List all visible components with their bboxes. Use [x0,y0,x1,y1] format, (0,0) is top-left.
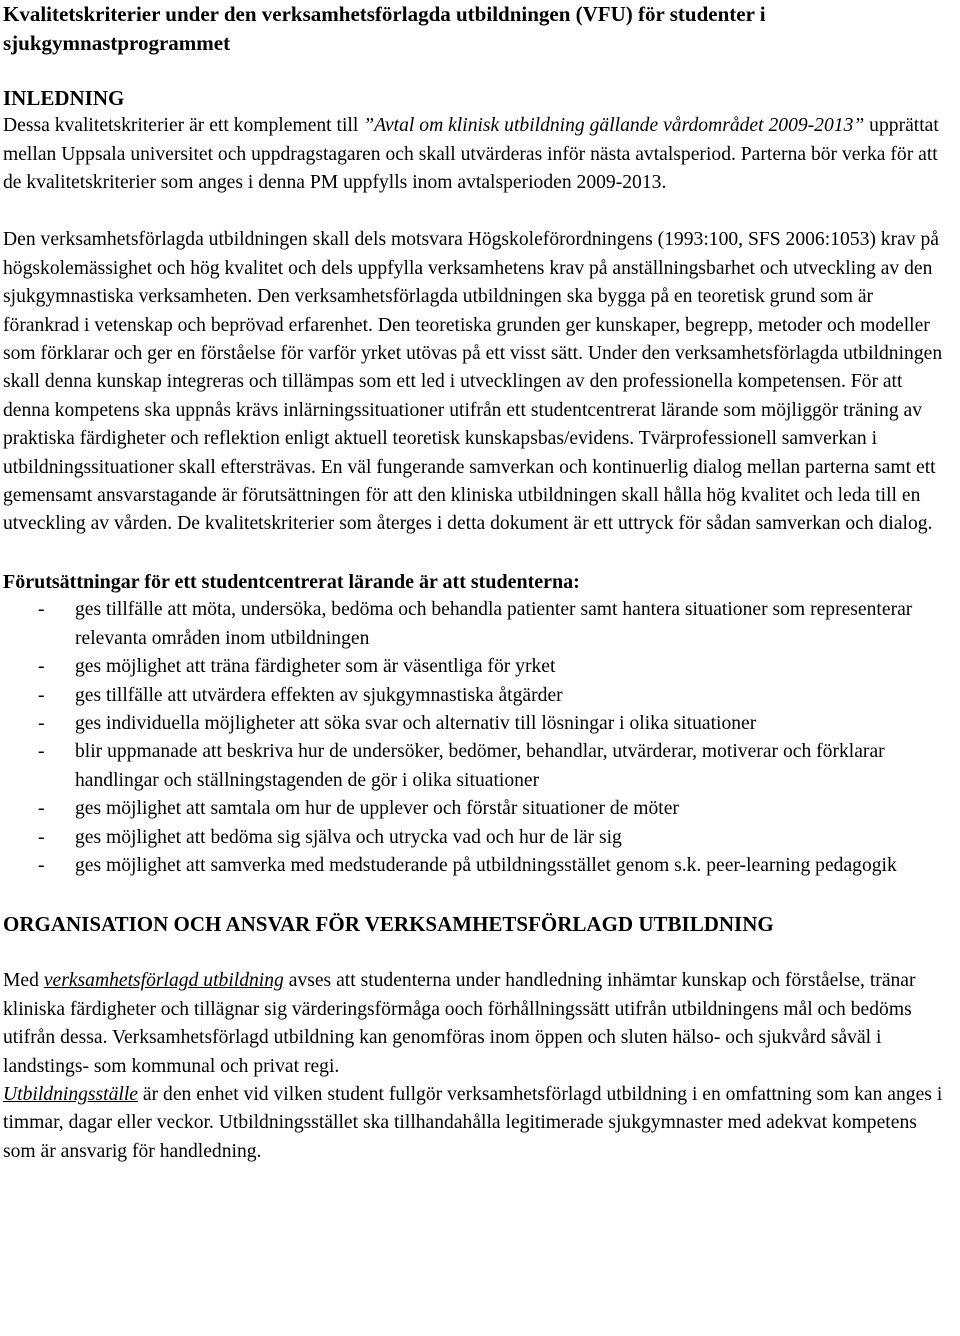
definition-text-b: avses att studenterna under handledning inhämtar kunskap och förståelse, tränar kliniska färdigheter och tillägnar sig värderingsförmåga ooch förhållningssätt utifrån utbildningens mål och bedöms utifrån dessa. Verksamhetsförlagd utbildning kan genomföras inom öppen och sluten hälso- och sjukvård såväl i landstings- som kommunal och privat regi. [3,970,916,1077]
conditions-list [3,596,953,880]
intro-text-a: Dessa kvalitetskriterier är ett komplement till [3,115,364,137]
document-page [3,0,953,1166]
dash-bullet: - [38,741,45,763]
list-item [3,653,953,681]
dash-bullet: - [38,854,45,876]
list-item-text: ges tillfälle att utvärdera effekten av sjukgymnastiska åtgärder [75,684,563,706]
list-item-text: ges tillfälle att möta, undersöka, bedöma och behandla patienter samt hantera situationer som representerar relevanta områden inom utbildningen [75,599,913,649]
definition-text-a: Med [3,970,44,992]
body-paragraph: Den verksamhetsförlagda utbildningen skall dels motsvara Högskoleförordningens (1993:100, SFS 2006:1053) krav på högskolemässighet och hög kvalitet och dels uppfylla verksamhetens krav på anställningsbarhet och utveckling av den sjukgymnastiska verksamheten. Den verksamhetsförlagda utbildningen ska bygga på en teoretisk grund som är förankrad i vetenskap och beprövad erfarenhet. Den teoretiska grunden ger kunskaper, begrepp, metoder och modeller som förklarar och ger en förståelse för varför yrket utövas på ett visst sätt. Under den verksamhetsförlagda utbildningen skall denna kunskap integreras och tillämpas som ett led i utvecklingen av den professionella kompetensen. För att denna kompetens ska uppnås krävs inlärningssituationer utifrån ett studentcentrerat lärande som möjliggör träning av praktiska färdigheter och reflektion enligt aktuell teoretisk kunskapsbas/evidens. Tvärprofessionell samverkan i utbildningssituationer skall eftersträvas. En väl fungerande samverkan och kontinuerlig dialog mellan parterna samt ett gemensamt ansvarstagande är förutsättningen för att den kliniska utbildningen skall hålla hög kvalitet och leda till en utveckling av vården. De kvalitetskriterier som återges i detta dokument är ett uttryck för sådan samverkan och dialog. [3,229,943,535]
list-item-text: ges möjlighet att bedöma sig själva och utrycka vad och hur de lär sig [75,826,622,848]
document-title: Kvalitetskriterier under den verksamhetsförlagda utbildningen (VFU) för studenter i sjukgymnastprogrammet [3,2,766,55]
dash-bullet: - [38,599,45,621]
list-item [3,738,953,795]
intro-heading: INLEDNING [3,86,125,111]
term-verksamhetsforlagd-utbildning: verksamhetsförlagd utbildning [43,970,284,992]
intro-paragraph [3,112,953,197]
list-item [3,795,953,823]
list-item [3,596,953,653]
dash-bullet: - [38,712,45,734]
list-item [3,824,953,852]
dash-bullet: - [38,826,45,848]
list-item-text: ges individuella möjligheter att söka svar och alternativ till lösningar i olika situationer [75,712,757,734]
list-item-text: ges möjlighet att träna färdigheter som är väsentliga för yrket [75,656,556,678]
list-item [3,852,953,880]
list-item-text: ges möjlighet att samtala om hur de upplever och förstår situationer de möter [75,798,679,820]
organisation-heading: ORGANISATION OCH ANSVAR FÖR VERKSAMHETSFÖRLAGD UTBILDNING [3,912,774,937]
definition-text-c: är den enhet vid vilken student fullgör verksamhetsförlagd utbildning i en omfattning som kan anges i timmar, dagar eller veckor. Utbildningsstället ska tillhandahålla legitimerade sjukgymnaster med adekvat kompetens som är ansvarig för handledning. [3,1083,943,1162]
dash-bullet: - [38,798,45,820]
dash-bullet: - [38,656,45,678]
list-item [3,710,953,738]
definition-paragraph-vfu [3,967,953,1081]
term-utbildningsstalle: Utbildningsställe [3,1083,138,1105]
definition-paragraph-utbildningsstalle [3,1081,953,1166]
list-item-text: blir uppmanade att beskriva hur de undersöker, bedömer, behandlar, utvärderar, motiverar och förklarar handlingar och ställningstagenden de gör i olika situationer [75,741,885,791]
list-item-text: ges möjlighet att samverka med medstuderande på utbildningsstället genom s.k. peer-learning pedagogik [75,854,897,876]
intro-text-b: upprättat mellan Uppsala universitet och uppdragstagaren och skall utvärderas inför nästa avtalsperiod. Parterna bör verka för att de kvalitetskriterier som anges i denna PM uppfylls inom avtalsperioden 2009-2013. [3,115,939,193]
intro-agreement-title: ”Avtal om klinisk utbildning gällande vårdområdet 2009-2013” [363,115,865,137]
list-item [3,682,953,710]
conditions-heading: Förutsättningar för ett studentcentrerat lärande är att studenterna: [3,570,580,593]
dash-bullet: - [38,684,45,706]
